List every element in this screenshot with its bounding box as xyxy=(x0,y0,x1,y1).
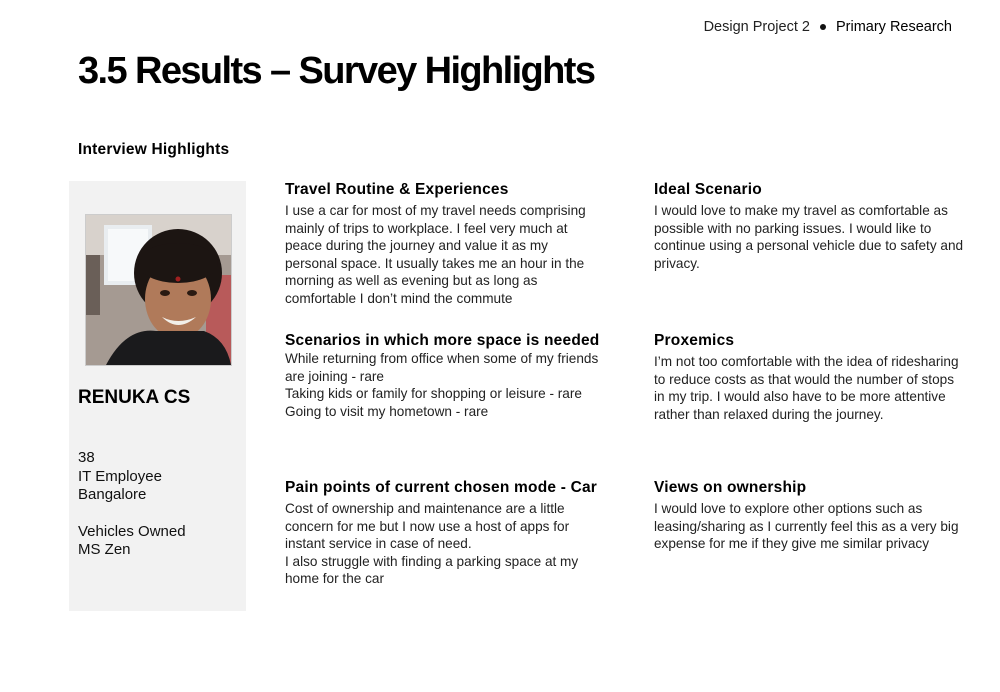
person-name: RENUKA CS xyxy=(78,387,191,408)
profile-photo xyxy=(85,214,232,366)
project-label: Design Project 2 xyxy=(703,19,810,35)
vehicles-label: Vehicles Owned xyxy=(78,522,186,540)
section-heading: Travel Routine & Experiences xyxy=(285,181,509,198)
person-age: 38 xyxy=(78,449,95,466)
person-city: Bangalore xyxy=(78,486,147,503)
section-heading: Views on ownership xyxy=(654,479,807,496)
page-subtitle: Interview Highlights xyxy=(78,141,230,158)
section-travel-routine xyxy=(285,180,600,307)
section-scenarios xyxy=(285,331,600,420)
section-body: I would love to make my travel as comfortable as possible with no parking issues. I would like to continue using a personal vehicle due to safety and privacy. xyxy=(654,203,964,271)
person-photo-icon xyxy=(86,215,231,365)
vehicles-value: MS Zen xyxy=(78,541,131,558)
section-body: I would love to explore other options such as leasing/sharing as I currently feel this as a very big expense for me if they give me similar privacy xyxy=(654,501,959,551)
section-label: Primary Research xyxy=(835,19,952,35)
page-header xyxy=(704,19,952,35)
pain-point-item: Cost of ownership and maintenance are a little concern for me but I now use a host of apps for instant service in case of need. xyxy=(285,501,570,551)
bullet-dot-icon xyxy=(820,24,826,30)
section-proxemics xyxy=(654,331,959,423)
pain-point-item: I also struggle with finding a parking space at my home for the car xyxy=(285,553,579,586)
profile-card xyxy=(69,181,246,611)
section-heading: Pain points of current chosen mode - Car xyxy=(285,479,598,496)
section-ideal-scenario xyxy=(654,180,964,272)
scenario-item: While returning from office when some of my friends are joining - rare xyxy=(285,351,599,384)
section-body: I use a car for most of my travel needs comprising mainly of trips to workplace. I feel very much at peace during the journey and value it as my personal space. It usually takes me an hour in the morning as well as evening but as long as comfortable I don’t mind the commute xyxy=(285,203,586,306)
scenario-item: Taking kids or family for shopping or leisure - rare xyxy=(285,386,582,401)
section-heading: Proxemics xyxy=(654,332,735,349)
section-ownership xyxy=(654,478,964,553)
person-details xyxy=(78,449,186,560)
section-body xyxy=(285,500,600,588)
scenario-item: Going to visit my hometown - rare xyxy=(285,403,489,419)
person-occupation: IT Employee xyxy=(78,467,162,485)
section-pain-points xyxy=(285,478,600,588)
section-heading: Ideal Scenario xyxy=(654,181,762,198)
section-body xyxy=(285,350,600,420)
page-title: 3.5 Results – Survey Highlights xyxy=(78,50,595,92)
section-body: I’m not too comfortable with the idea of ridesharing to reduce costs as that would the number of stops in my trip. I would also have to be more attentive rather than relaxed during the journey. xyxy=(654,354,959,422)
section-heading: Scenarios in which more space is needed xyxy=(285,332,600,349)
